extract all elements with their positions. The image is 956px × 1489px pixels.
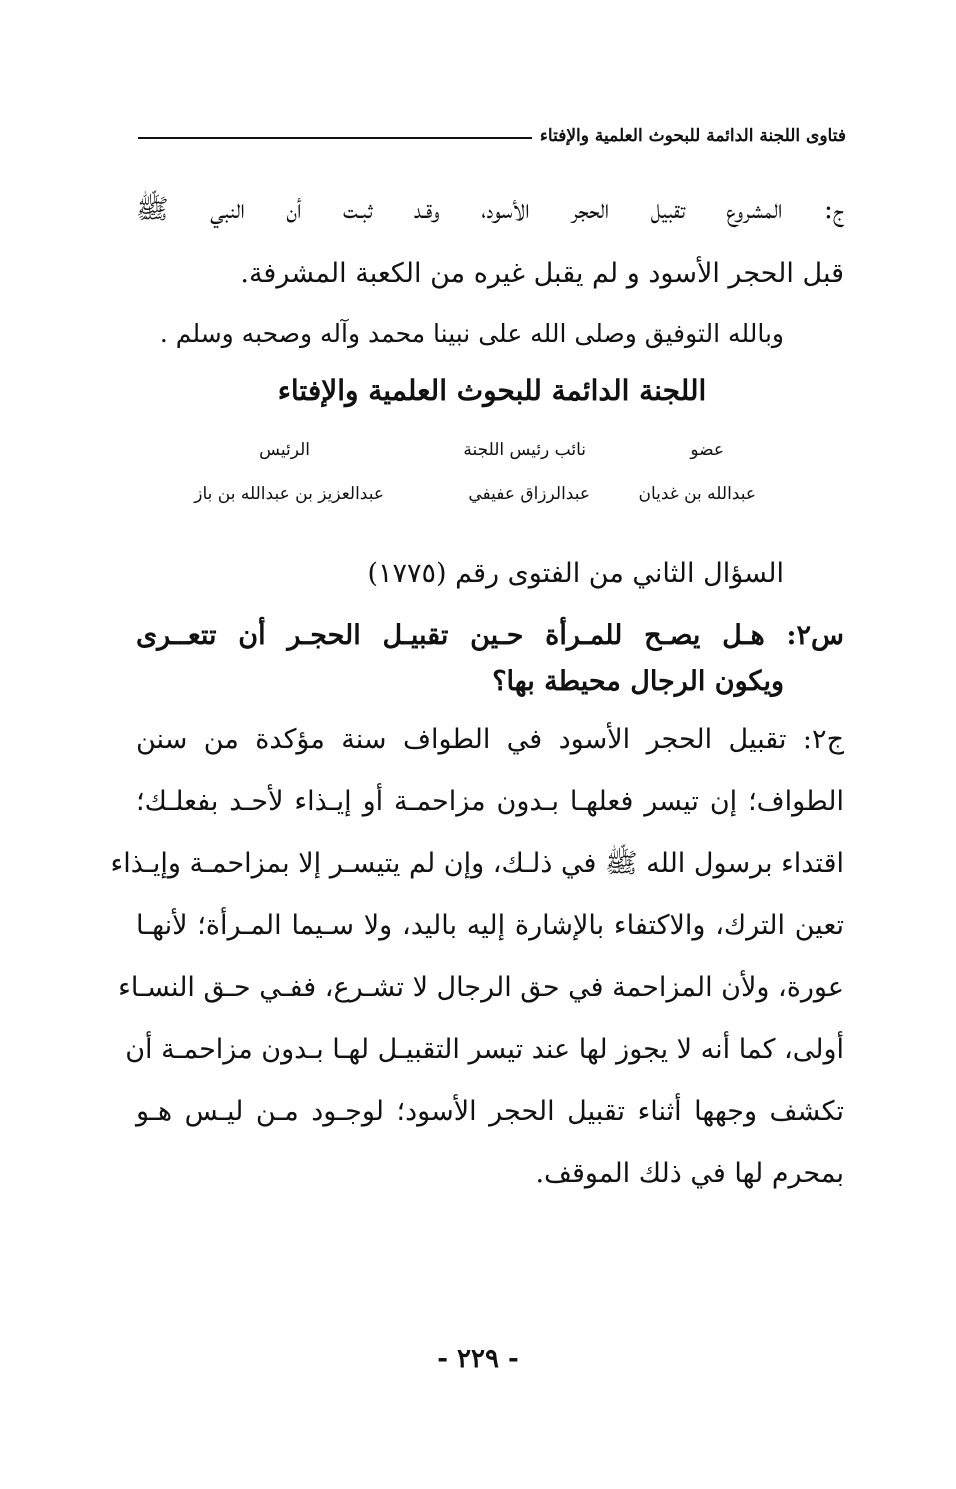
committee-title: اللجنة الدائمة للبحوث العلمية والإفتاء xyxy=(277,374,707,407)
answer1-line-1: ج: المشروع تقبيل الحجر الأسود، وقـد ثبـت أن النبي ﷺ xyxy=(136,194,844,225)
answer2-line-7: تكشف وجهها أثناء تقبيل الحجر الأسود؛ لوجـود مـن ليـس هـو xyxy=(136,1096,844,1127)
question2-heading: السؤال الثاني من الفتوى رقم (١٧٧٥) xyxy=(367,558,784,589)
signature-title-member: عضو xyxy=(690,440,724,460)
signature-title-vice-chairman: نائب رئيس اللجنة xyxy=(463,440,586,460)
signature-title-chairman: الرئيس xyxy=(259,440,310,460)
answer2-line-2: الطواف؛ إن تيسر فعلهـا بـدون مزاحمـة أو إيـذاء لأحـد بفعلـك؛ xyxy=(136,786,844,817)
answer1-line-2: قبل الحجر الأسود و لم يقبل غيره من الكعبة المشرفة. xyxy=(240,258,844,289)
question2-line-2: ويكون الرجال محيطة بها؟ xyxy=(492,666,784,697)
answer2-line-1: ج٢: تقبيل الحجر الأسود في الطواف سنة مؤكدة من سنن xyxy=(136,724,844,755)
signature-name-vice-chairman: عبدالرزاق عفيفي xyxy=(468,484,590,504)
running-header xyxy=(138,118,846,154)
closing-prayer: وبالله التوفيق وصلى الله على نبينا محمد وآله وصحبه وسلم . xyxy=(159,319,784,348)
signature-name-chairman: عبدالعزيز بن عبدالله بن باز xyxy=(194,484,384,504)
answer2-line-3: اقتداء برسول الله ﷺ في ذلـك، وإن لم يتيسـر إلا بمزاحمـة وإيـذاء xyxy=(110,848,844,879)
answer2-line-5: عورة، ولأن المزاحمة في حق الرجال لا تشـرع، ففـي حـق النسـاء xyxy=(118,972,844,1003)
header-rule xyxy=(138,137,532,139)
answer2-line-8: بمحرم لها في ذلك الموقف. xyxy=(535,1158,844,1189)
question2-line-1: س٢: هـل يصـح للمـرأة حـين تقبيـل الحجـر أن تتعــرى xyxy=(136,620,844,651)
header-title: فتاوى اللجنة الدائمة للبحوث العلمية والإفتاء xyxy=(539,126,846,146)
answer2-line-6: أولى، كما أنه لا يجوز لها عند تيسر التقبيـل لهـا بـدون مزاحمـة أن xyxy=(125,1034,844,1065)
page-number: - ٢٢٩ - xyxy=(437,1344,519,1374)
signature-name-member: عبدالله بن غديان xyxy=(638,484,756,504)
answer2-line-4: تعين الترك، والاكتفاء بالإشارة إليه باليد، ولا سـيما المـرأة؛ لأنهـا xyxy=(136,910,844,941)
